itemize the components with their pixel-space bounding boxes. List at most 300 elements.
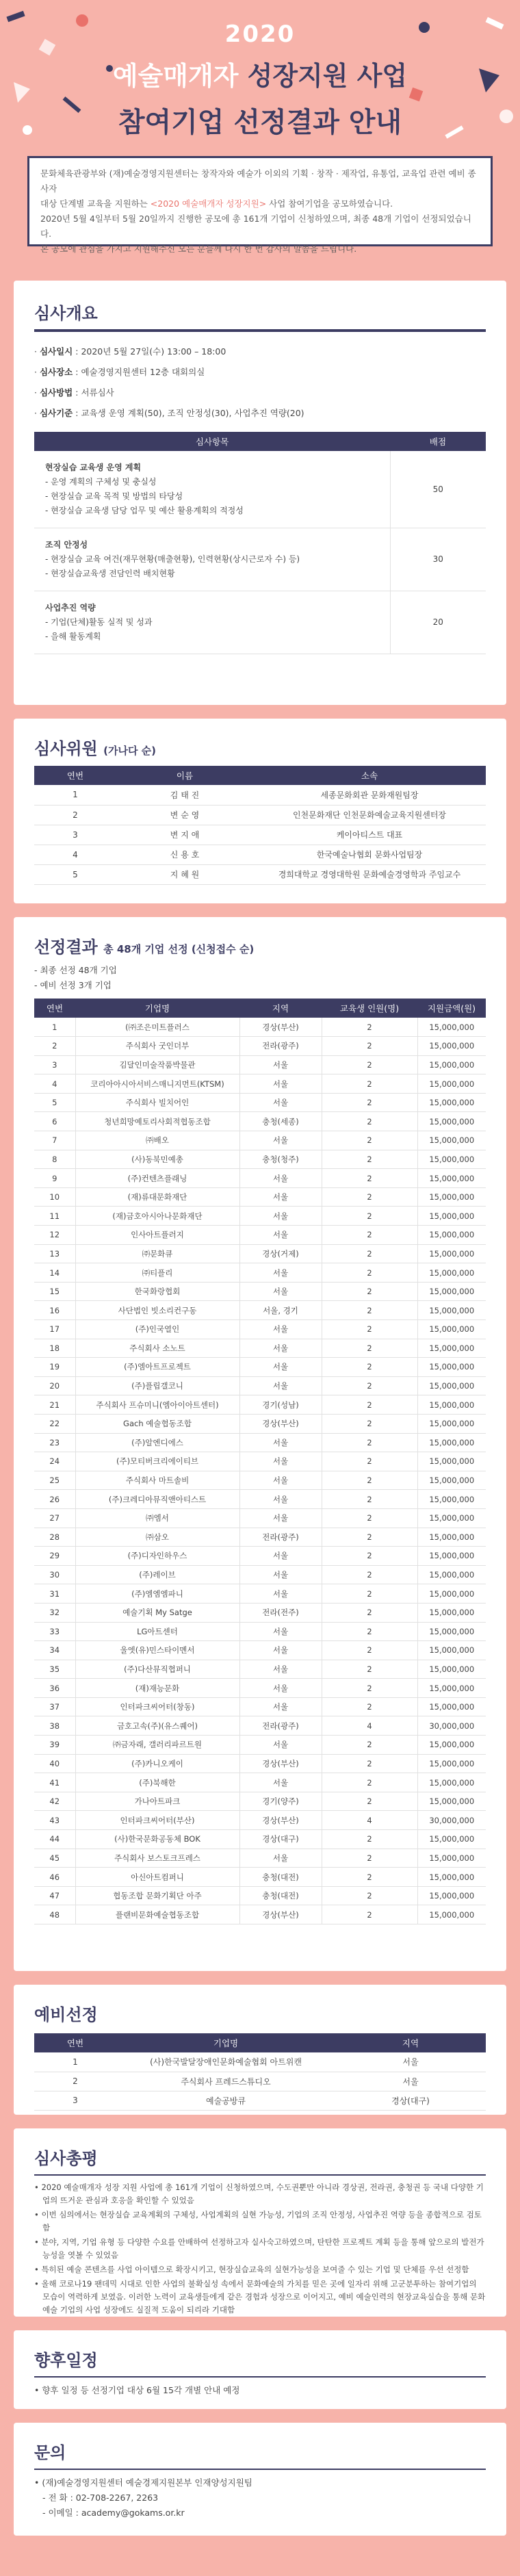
result-students: 2 <box>322 1131 417 1150</box>
result-region: 서울 <box>239 1697 322 1716</box>
result-company: 청년희망예토리사회적협동조합 <box>75 1112 239 1131</box>
result-company: (재)금호아시아나문화재단 <box>75 1207 239 1226</box>
result-company: 사단법인 빗소리컨구동 <box>75 1301 239 1320</box>
result-no: 43 <box>34 1811 75 1830</box>
info-date-value: 2020년 5월 27일(수) 13:00 – 18:00 <box>81 346 226 357</box>
result-region: 서울 <box>239 1074 322 1094</box>
judge-no: 5 <box>34 864 116 884</box>
result-company: (주)북해한 <box>75 1773 239 1792</box>
result-region: 서울 <box>239 1433 322 1452</box>
result-students: 2 <box>322 1433 417 1452</box>
result-row <box>34 1697 486 1716</box>
result-region: 경상(부산) <box>239 1905 322 1924</box>
result-students: 2 <box>322 1584 417 1603</box>
result-region: 서울 <box>239 1263 322 1283</box>
result-row <box>34 1074 486 1094</box>
judge-no: 3 <box>34 825 116 845</box>
result-students: 2 <box>322 1754 417 1773</box>
judge-name: 신 용 호 <box>116 845 253 864</box>
result-row <box>34 1376 486 1395</box>
result-row <box>34 1471 486 1490</box>
judge-org: 세종문화회관 문화재원팀장 <box>253 785 486 805</box>
result-region: 서울 <box>239 1320 322 1339</box>
result-students: 2 <box>322 1395 417 1415</box>
result-region: 서울 <box>239 1490 322 1509</box>
result-amount: 15,000,000 <box>417 1037 486 1056</box>
hero-subtitle: 참여기업 선정결과 안내 <box>118 107 402 138</box>
result-students: 2 <box>322 1037 417 1056</box>
result-region: 경상(부산) <box>239 1811 322 1830</box>
overview-title: 심사개요 <box>34 304 98 323</box>
result-students: 2 <box>322 1244 417 1263</box>
result-company: 주식회사 굿인더부 <box>75 1037 239 1056</box>
result-row <box>34 1301 486 1320</box>
result-row <box>34 1603 486 1622</box>
result-students: 2 <box>322 1603 417 1622</box>
result-students: 2 <box>322 1622 417 1641</box>
result-region: 서울 <box>239 1282 322 1301</box>
result-company: 가나아트파크 <box>75 1792 239 1811</box>
criteria-row-score: 30 <box>390 528 486 591</box>
reserve-row <box>34 2072 486 2091</box>
result-amount: 15,000,000 <box>417 1508 486 1528</box>
result-amount: 15,000,000 <box>417 1282 486 1301</box>
result-row <box>34 1433 486 1452</box>
result-students: 2 <box>322 1547 417 1566</box>
result-company: Gach 예술협동조합 <box>75 1414 239 1433</box>
reserve-row <box>34 2091 486 2110</box>
judge-no: 1 <box>34 785 116 805</box>
review-bullet: • 분야, 지역, 기업 유형 등 다양한 수요를 안배하여 선정하고자 실사숙고하였으며, 탄탄한 프로젝트 계획 등을 통해 앞으로의 발전가능성을 엿볼 수 있었음 <box>34 2237 484 2260</box>
criteria-row-line: - 현장실습 교육생 담당 업무 및 예산 활용계획의 적정성 <box>45 505 244 515</box>
result-region: 서울 <box>239 1376 322 1395</box>
result-row <box>34 1339 486 1358</box>
contact-list <box>34 2475 486 2521</box>
result-no: 35 <box>34 1660 75 1679</box>
result-company: 주식회사 마트솔비 <box>75 1471 239 1490</box>
result-students: 2 <box>322 1226 417 1245</box>
reserve-head-region: 지역 <box>335 2033 486 2052</box>
result-amount: 15,000,000 <box>417 1187 486 1207</box>
result-no: 42 <box>34 1792 75 1811</box>
result-company: (주)인국열인 <box>75 1320 239 1339</box>
contact-panel <box>14 2423 506 2536</box>
result-students: 2 <box>322 1320 417 1339</box>
intro-line4: 본 공모에 관심을 가지고 지원해주신 모든 분들께 다시 한 번 감사의 말씀을 드립니다. <box>40 244 357 254</box>
result-row <box>34 1037 486 1056</box>
review-bullet-text: 분야, 지역, 기업 유형 등 다양한 수요를 안배하여 선정하고자 실사숙고하였으며, 탄탄한 프로젝트 계획 등을 통해 앞으로의 발전가능성을 엿볼 수 있었음 <box>41 2237 484 2260</box>
result-no: 30 <box>34 1565 75 1584</box>
result-no: 12 <box>34 1226 75 1245</box>
result-students: 2 <box>322 1055 417 1074</box>
result-students: 2 <box>322 1679 417 1698</box>
judge-org: 인천문화재단 인천문화예술교육지원센터장 <box>253 805 486 825</box>
result-company: (사)한국문화공동체 BOK <box>75 1830 239 1849</box>
result-region: 전라(광주) <box>239 1037 322 1056</box>
judge-name: 변 순 영 <box>116 805 253 825</box>
result-students: 2 <box>322 1849 417 1868</box>
schedule-item: • 향후 일정 등 선정기업 대상 6월 15각 개별 안내 예정 <box>34 2385 240 2395</box>
result-row <box>34 1584 486 1603</box>
reserve-title: 예비선정 <box>34 2005 98 2024</box>
schedule-title: 향후일정 <box>34 2351 98 2370</box>
review-bullet-text: 이번 심의에서는 현장실습 교육계획의 구체성, 사업계획의 실현 가능성, 기업의 조직 안정성, 사업추진 역량 등을 종합적으로 검토함 <box>41 2210 482 2232</box>
result-region: 서울 <box>239 1131 322 1150</box>
result-no: 7 <box>34 1131 75 1150</box>
result-no: 24 <box>34 1452 75 1471</box>
result-row <box>34 1187 486 1207</box>
result-amount: 15,000,000 <box>417 1565 486 1584</box>
result-region: 전라(광주) <box>239 1528 322 1547</box>
result-row <box>34 1244 486 1263</box>
result-row <box>34 1093 486 1112</box>
judge-row <box>34 805 486 825</box>
result-company: ㈜문화큐 <box>75 1244 239 1263</box>
result-amount: 15,000,000 <box>417 1490 486 1509</box>
result-company: (주)다산뮤직협퍼니 <box>75 1660 239 1679</box>
result-row <box>34 1811 486 1830</box>
review-bullet-text: 올해 코로나19 팬데믹 시대로 인한 사업의 불확실성 속에서 문화예술의 가치를 믿은 곳에 일자리 위해 고군분투하는 참여기업의 모습이 역력하게 보였음. 이러한 노력이 교육생들에게 같은 경험과 성장으로 이어지고, 예비 예술인력의 현장교육실습을 통해 문화예술 기업의 사업 성장에도 실질적 도움이 되리라 기대함 <box>41 2279 486 2315</box>
judge-row <box>34 785 486 805</box>
info-method-value: 서류심사 <box>81 387 114 398</box>
result-amount: 15,000,000 <box>417 1792 486 1811</box>
result-students: 2 <box>322 1905 417 1924</box>
reserve-company: 예술공방큐 <box>116 2091 335 2110</box>
result-amount: 15,000,000 <box>417 1150 486 1169</box>
result-company: ㈜엠서 <box>75 1508 239 1528</box>
result-row <box>34 1716 486 1736</box>
result-row <box>34 1849 486 1868</box>
result-amount: 15,000,000 <box>417 1169 486 1188</box>
info-method: · 심사방법 : 서류심사 <box>34 387 114 398</box>
result-students: 2 <box>322 1792 417 1811</box>
criteria-row-line: - 기업(단체)활동 실적 및 성과 <box>45 617 153 627</box>
judge-name: 김 태 진 <box>116 785 253 805</box>
review-bullet-text: 2020 예술매개자 성장 지원 사업에 총 161개 기업이 신청하였으며, 수도권뿐만 아니라 경상권, 전라권, 충청권 등 국내 다양한 기업의 뜨거운 관심과 호응을 확인할 수 있었음 <box>41 2182 484 2205</box>
results-title <box>34 933 486 957</box>
result-region: 경기(성남) <box>239 1395 322 1415</box>
result-row <box>34 1773 486 1792</box>
result-region: 충청(청주) <box>239 1150 322 1169</box>
info-date-label: 심사일시 <box>39 346 73 357</box>
result-company: 코리아아시아서비스매니지먼트(KTSM) <box>75 1074 239 1094</box>
result-amount: 15,000,000 <box>417 1830 486 1849</box>
result-row <box>34 1226 486 1245</box>
info-criteria-value: 교육생 운영 계획(50), 조직 안정성(30), 사업추진 역량(20) <box>81 408 304 418</box>
results-head-no: 연번 <box>34 999 75 1018</box>
criteria-row-title: 조직 안정성 <box>45 539 88 550</box>
result-region: 서울 <box>239 1547 322 1566</box>
result-amount: 15,000,000 <box>417 1528 486 1547</box>
result-students: 2 <box>322 1150 417 1169</box>
criteria-row-score: 50 <box>390 451 486 528</box>
results-table <box>34 999 486 1924</box>
result-region: 서울 <box>239 1773 322 1792</box>
reserve-region: 서울 <box>335 2072 486 2091</box>
result-amount: 15,000,000 <box>417 1584 486 1603</box>
result-row <box>34 1207 486 1226</box>
criteria-row-line: - 운영 계획의 구체성 및 충실성 <box>45 476 157 487</box>
result-amount: 15,000,000 <box>417 1226 486 1245</box>
result-students: 2 <box>322 1736 417 1755</box>
result-region: 서울 <box>239 1207 322 1226</box>
result-region: 전라(전주) <box>239 1603 322 1622</box>
result-region: 서울 <box>239 1584 322 1603</box>
criteria-row <box>34 528 486 591</box>
result-amount: 15,000,000 <box>417 1055 486 1074</box>
intro-line3: 2020년 5월 4일부터 5월 20일까지 진행한 공모에 총 161개 기업이 신청하였으며, 최종 48개 기업이 선정되었습니다. <box>40 214 471 239</box>
result-amount: 15,000,000 <box>417 1414 486 1433</box>
result-no: 47 <box>34 1886 75 1905</box>
result-no: 11 <box>34 1207 75 1226</box>
result-row <box>34 1754 486 1773</box>
result-row <box>34 1830 486 1849</box>
criteria-head-score: 배점 <box>390 432 486 451</box>
result-amount: 15,000,000 <box>417 1112 486 1131</box>
results-head-amount: 지원금액(원) <box>417 999 486 1018</box>
result-company: (주)레이브 <box>75 1565 239 1584</box>
results-notes <box>34 963 486 993</box>
review-divider <box>34 2174 486 2176</box>
result-region: 서울 <box>239 1508 322 1528</box>
result-row <box>34 1508 486 1528</box>
result-row <box>34 1736 486 1755</box>
result-region: 전라(광주) <box>239 1716 322 1736</box>
judges-subtitle: (가나다 순) <box>103 745 157 757</box>
result-company: (주)크레디아뮤직앤아티스트 <box>75 1490 239 1509</box>
intro-line2-pre: 대상 단계별 교육을 지원하는 <box>40 198 151 209</box>
result-row <box>34 1018 486 1037</box>
result-students: 2 <box>322 1528 417 1547</box>
result-students: 2 <box>322 1773 417 1792</box>
result-no: 6 <box>34 1112 75 1131</box>
result-students: 2 <box>322 1112 417 1131</box>
intro-box <box>27 156 493 254</box>
criteria-row-line: - 현장실습 교육 여건(재무현황(매출현황), 인력현황(상시근로자 수) 등) <box>45 554 300 564</box>
result-row <box>34 1622 486 1641</box>
result-region: 서울 <box>239 1622 322 1641</box>
result-company: (주)컨텐츠플래닝 <box>75 1169 239 1188</box>
result-company: ㈜티플리 <box>75 1263 239 1283</box>
result-no: 4 <box>34 1074 75 1094</box>
result-row <box>34 1547 486 1566</box>
criteria-row <box>34 591 486 654</box>
results-panel <box>14 917 506 1971</box>
criteria-row-title: 현장실습 교육생 운영 계획 <box>45 462 142 472</box>
result-company: 인터파크씨어터(창동) <box>75 1697 239 1716</box>
intro-line2 <box>40 196 480 211</box>
result-no: 10 <box>34 1187 75 1207</box>
result-company: 김달인미술작품박물관 <box>75 1055 239 1074</box>
result-no: 18 <box>34 1339 75 1358</box>
result-amount: 15,000,000 <box>417 1547 486 1566</box>
result-students: 2 <box>322 1508 417 1528</box>
result-row <box>34 1886 486 1905</box>
info-place: · 심사장소 : 예술경영지원센터 12층 대회의실 <box>34 367 205 377</box>
criteria-row <box>34 451 486 528</box>
result-region: 서울 <box>239 1565 322 1584</box>
result-region: 서울 <box>239 1679 322 1698</box>
result-no: 32 <box>34 1603 75 1622</box>
judge-row <box>34 825 486 845</box>
judge-org: 케이아티스트 대표 <box>253 825 486 845</box>
review-title: 심사총평 <box>34 2149 98 2168</box>
result-region: 서울 <box>239 1187 322 1207</box>
result-no: 46 <box>34 1868 75 1887</box>
result-students: 2 <box>322 1339 417 1358</box>
result-row <box>34 1679 486 1698</box>
overview-divider <box>34 329 486 332</box>
result-row <box>34 1282 486 1301</box>
info-criteria: · 심사기준 : 교육생 운영 계획(50), 조직 안정성(30), 사업추진 역량(20) <box>34 408 304 418</box>
result-students: 2 <box>322 1187 417 1207</box>
result-region: 경기(양주) <box>239 1792 322 1811</box>
result-no: 16 <box>34 1301 75 1320</box>
criteria-row-score: 20 <box>390 591 486 654</box>
result-no: 13 <box>34 1244 75 1263</box>
reserve-no: 1 <box>34 2052 116 2072</box>
result-region: 경상(대구) <box>239 1830 322 1849</box>
result-no: 27 <box>34 1508 75 1528</box>
result-row <box>34 1150 486 1169</box>
result-amount: 15,000,000 <box>417 1376 486 1395</box>
judges-head-org: 소속 <box>253 766 486 785</box>
result-region: 서울, 경기 <box>239 1301 322 1320</box>
result-no: 17 <box>34 1320 75 1339</box>
result-no: 37 <box>34 1697 75 1716</box>
results-head-region: 지역 <box>239 999 322 1018</box>
result-amount: 15,000,000 <box>417 1301 486 1320</box>
result-no: 8 <box>34 1150 75 1169</box>
result-region: 경상(부산) <box>239 1754 322 1773</box>
reserve-row <box>34 2052 486 2072</box>
result-no: 14 <box>34 1263 75 1283</box>
result-no: 25 <box>34 1471 75 1490</box>
result-company: 주식회사 보스토크프레스 <box>75 1849 239 1868</box>
result-no: 31 <box>34 1584 75 1603</box>
result-company: 인터파크씨어터(부산) <box>75 1811 239 1830</box>
result-students: 4 <box>322 1811 417 1830</box>
result-amount: 15,000,000 <box>417 1622 486 1641</box>
result-row <box>34 1263 486 1283</box>
result-no: 26 <box>34 1490 75 1509</box>
result-amount: 15,000,000 <box>417 1074 486 1094</box>
result-students: 2 <box>322 1018 417 1037</box>
result-row <box>34 1641 486 1660</box>
result-amount: 15,000,000 <box>417 1018 486 1037</box>
result-students: 2 <box>322 1301 417 1320</box>
result-region: 서울 <box>239 1339 322 1358</box>
result-amount: 15,000,000 <box>417 1131 486 1150</box>
result-company: (㈜조은미트플러스 <box>75 1018 239 1037</box>
hero-year: 2020 <box>224 21 296 48</box>
contact-title: 문의 <box>34 2443 66 2462</box>
review-list <box>34 2181 486 2317</box>
result-region: 서울 <box>239 1641 322 1660</box>
result-students: 2 <box>322 1660 417 1679</box>
result-students: 2 <box>322 1697 417 1716</box>
criteria-table <box>34 432 486 654</box>
reserve-head-no: 연번 <box>34 2033 116 2052</box>
result-company: 아신아트컴퍼니 <box>75 1868 239 1887</box>
result-no: 22 <box>34 1414 75 1433</box>
result-students: 2 <box>322 1074 417 1094</box>
result-students: 2 <box>322 1490 417 1509</box>
result-amount: 15,000,000 <box>417 1358 486 1377</box>
intro-line2-highlight: <2020 예술매개자 성장지원> <box>150 198 267 209</box>
judge-name: 지 혜 원 <box>116 864 253 884</box>
result-region: 서울 <box>239 1226 322 1245</box>
criteria-row-line: - 현장실습 교육 목적 및 방법의 타당성 <box>45 491 183 501</box>
info-place-value: 예술경영지원센터 12층 대회의실 <box>81 367 205 377</box>
result-no: 48 <box>34 1905 75 1924</box>
result-company: (사)동북민예총 <box>75 1150 239 1169</box>
reserve-table <box>34 2033 486 2111</box>
result-row <box>34 1414 486 1433</box>
result-company: LG아트센터 <box>75 1622 239 1641</box>
result-students: 2 <box>322 1565 417 1584</box>
confetti-decoration-left <box>0 0 137 151</box>
result-amount: 15,000,000 <box>417 1452 486 1471</box>
result-no: 34 <box>34 1641 75 1660</box>
result-no: 41 <box>34 1773 75 1792</box>
reserve-region: 경상(대구) <box>335 2091 486 2110</box>
result-company: 플랜비문화예술협동조합 <box>75 1905 239 1924</box>
criteria-row-line: - 현장실습교육생 전담인력 배치현황 <box>45 568 175 578</box>
result-row <box>34 1320 486 1339</box>
result-students: 2 <box>322 1169 417 1188</box>
info-criteria-label: 심사기준 <box>39 408 73 418</box>
result-company: (주)엠아트프로젝트 <box>75 1358 239 1377</box>
result-amount: 15,000,000 <box>417 1433 486 1452</box>
result-amount: 15,000,000 <box>417 1339 486 1358</box>
result-amount: 15,000,000 <box>417 1395 486 1415</box>
reserve-company: 주식회사 프레드스튜디오 <box>116 2072 335 2091</box>
result-no: 3 <box>34 1055 75 1074</box>
result-company: 한국화랑협회 <box>75 1282 239 1301</box>
result-company: 인사아트플러지 <box>75 1226 239 1245</box>
result-region: 충청(대전) <box>239 1868 322 1887</box>
result-amount: 15,000,000 <box>417 1641 486 1660</box>
result-region: 서울 <box>239 1358 322 1377</box>
result-company: (재)재능문화 <box>75 1679 239 1698</box>
result-students: 2 <box>322 1830 417 1849</box>
judges-title-text: 심사위원 <box>34 739 98 758</box>
result-students: 2 <box>322 1207 417 1226</box>
reserve-no: 3 <box>34 2091 116 2110</box>
result-students: 2 <box>322 1471 417 1490</box>
info-place-label: 심사장소 <box>39 367 73 377</box>
result-no: 20 <box>34 1376 75 1395</box>
result-no: 2 <box>34 1037 75 1056</box>
judges-title <box>34 735 486 759</box>
result-no: 29 <box>34 1547 75 1566</box>
result-company: (주)카니오케이 <box>75 1754 239 1773</box>
result-amount: 15,000,000 <box>417 1849 486 1868</box>
result-amount: 30,000,000 <box>417 1811 486 1830</box>
result-amount: 15,000,000 <box>417 1754 486 1773</box>
result-no: 36 <box>34 1679 75 1698</box>
result-no: 9 <box>34 1169 75 1188</box>
intro-line1: 문화체육관광부와 (재)예술경영지원센터는 창작자와 예술가 이외의 기획 · 창작 · 제작업, 유통업, 교육업 관련 예비 종사자 <box>40 168 476 194</box>
result-region: 서울 <box>239 1452 322 1471</box>
result-no: 15 <box>34 1282 75 1301</box>
result-row <box>34 1395 486 1415</box>
result-region: 서울 <box>239 1169 322 1188</box>
review-bullet-text: 특히된 예술 콘텐츠를 사업 아이템으로 확장시키고, 현장실습교육의 실현가능성을 보여줄 수 있는 기업 및 단체를 우선 선정함 <box>41 2265 469 2274</box>
contact-org-text: (재)예술경영지원센터 예술경제지원본부 인재양성지원팀 <box>42 2477 252 2488</box>
result-students: 4 <box>322 1716 417 1736</box>
